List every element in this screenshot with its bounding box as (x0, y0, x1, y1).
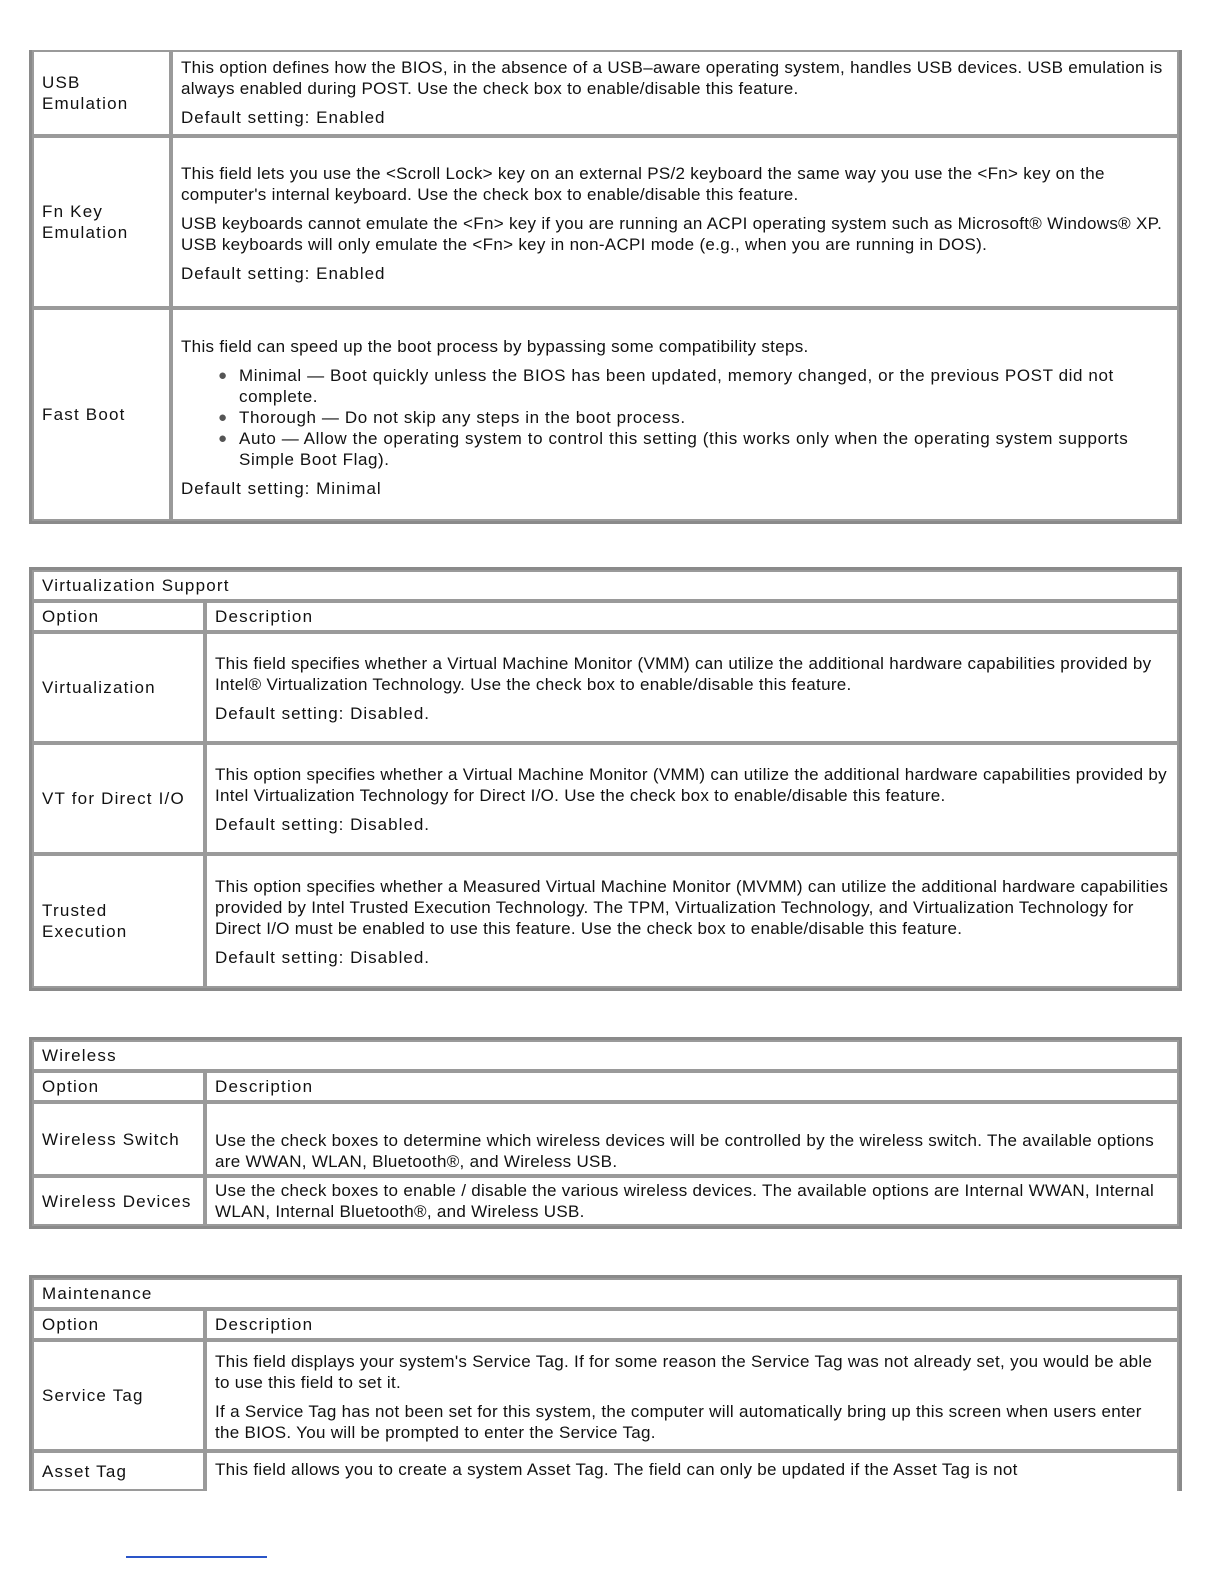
table-row (32, 308, 1179, 521)
option-cell: VT for Direct I/O (32, 743, 205, 854)
option-cell: Service Tag (32, 1340, 205, 1451)
table-row (32, 854, 1179, 988)
option-cell: Fn Key Emulation (32, 136, 171, 308)
default-setting: Default setting: Disabled. (215, 815, 430, 834)
description-text: This option specifies whether a Virtual Machine Monitor (VMM) can utilize the additional hardware capabilities provided by Intel Virtualization Technology for Direct I/O. Use the check box to enable/disable this feature. (215, 765, 1167, 805)
description-cell (205, 1451, 1179, 1491)
table-header-row (32, 601, 1179, 632)
default-setting: Default setting: Enabled (181, 107, 386, 127)
bios-settings-table-continued (29, 50, 1182, 524)
table-title-row (32, 570, 1179, 601)
description-cell (205, 854, 1179, 988)
table-title: Wireless (32, 1040, 1179, 1071)
option-cell: USB Emulation (32, 50, 171, 136)
option-cell: Wireless Switch (32, 1102, 205, 1176)
description-text: USB keyboards cannot emulate the <Fn> key if you are running an ACPI operating system such as Microsoft® Windows® XP. USB keyboards will only emulate the <Fn> key in non-ACPI mode (e.g., when you are running in DOS). (181, 213, 1163, 254)
table-row (32, 1451, 1179, 1491)
default-setting: Default setting: Disabled. (215, 948, 430, 967)
wireless-table (29, 1037, 1182, 1229)
column-header-description: Description (205, 601, 1179, 632)
table-title: Virtualization Support (32, 570, 1179, 601)
option-cell: Asset Tag (32, 1451, 205, 1491)
description-text: This option defines how the BIOS, in the absence of a USB–aware operating system, handles USB devices. USB emulation is always enabled during POST. Use the check box to enable/disable this feature. (181, 57, 1163, 98)
description-cell (205, 1340, 1179, 1451)
option-cell: Virtualization (32, 632, 205, 743)
table-row (32, 50, 1179, 136)
description-text: Use the check boxes to enable / disable the various wireless devices. The available options are Internal WWAN, Internal WLAN, Internal Bluetooth®, and Wireless USB. (215, 1181, 1155, 1221)
description-cell (205, 632, 1179, 743)
table-title-row (32, 1278, 1179, 1309)
table-row (32, 1176, 1179, 1226)
option-cell: Wireless Devices (32, 1176, 205, 1226)
table-header-row (32, 1309, 1179, 1340)
bullet-icon: ● (218, 367, 228, 384)
virtualization-support-table (29, 567, 1182, 991)
description-cell (205, 743, 1179, 854)
description-text: Use the check boxes to determine which wireless devices will be controlled by the wireless switch. The available options are WWAN, WLAN, Bluetooth®, and Wireless USB. (215, 1131, 1155, 1171)
default-setting: Default setting: Minimal (181, 479, 382, 498)
table-title: Maintenance (32, 1278, 1179, 1309)
list-item: ● Thorough — Do not skip any steps in the boot process. (218, 408, 686, 427)
maintenance-table (29, 1275, 1182, 1491)
description-cell (171, 308, 1179, 521)
list-item: ● Minimal — Boot quickly unless the BIOS has been updated, memory changed, or the previous POST did not complete. (218, 366, 1114, 406)
boot-mode-list (181, 365, 1171, 470)
column-header-description: Description (205, 1309, 1179, 1340)
list-item: ● Auto — Allow the operating system to control this setting (this works only when the operating system supports Simple Boot Flag). (218, 429, 1129, 469)
column-header-option: Option (32, 601, 205, 632)
description-text: This option specifies whether a Measured Virtual Machine Monitor (MVMM) can utilize the additional hardware capabilities provided by Intel Trusted Execution Technology. The TPM, Virtualization Technology, and Virtualization Technology for Direct I/O must be enabled to use this feature. Use the check box to enable/disable this feature. (215, 877, 1169, 938)
description-text: This field allows you to create a system Asset Tag. The field can only be updated if the Asset Tag is not (215, 1460, 1018, 1479)
table-row (32, 743, 1179, 854)
description-text: This field can speed up the boot process by bypassing some compatibility steps. (181, 337, 809, 356)
description-cell (171, 136, 1179, 308)
table-header-row (32, 1071, 1179, 1102)
description-cell (205, 1176, 1179, 1226)
bullet-icon: ● (218, 430, 228, 447)
description-text: If a Service Tag has not been set for this system, the computer will automatically bring up this screen when users enter the BIOS. You will be prompted to enter the Service Tag. (215, 1401, 1142, 1442)
description-text: This field lets you use the <Scroll Lock> key on an external PS/2 keyboard the same way you use the <Fn> key on the computer's internal keyboard. Use the check box to enable/disable this feature. (181, 163, 1105, 204)
description-cell (171, 50, 1179, 136)
description-cell (205, 1102, 1179, 1176)
description-text: This field displays your system's Service Tag. If for some reason the Service Tag was not already set, you would be able to use this field to set it. (215, 1351, 1153, 1392)
option-cell: Fast Boot (32, 308, 171, 521)
table-row (32, 1340, 1179, 1451)
default-setting: Default setting: Enabled (181, 263, 386, 283)
bullet-icon: ● (218, 409, 228, 426)
table-row (32, 136, 1179, 308)
table-row (32, 1102, 1179, 1176)
column-header-option: Option (32, 1071, 205, 1102)
default-setting: Default setting: Disabled. (215, 704, 430, 723)
description-text: This field specifies whether a Virtual Machine Monitor (VMM) can utilize the additional hardware capabilities provided by Intel® Virtualization Technology. Use the check box to enable/disable this feature. (215, 654, 1152, 694)
table-title-row (32, 1040, 1179, 1071)
table-row (32, 632, 1179, 743)
column-header-description: Description (205, 1071, 1179, 1102)
column-header-option: Option (32, 1309, 205, 1340)
option-cell: Trusted Execution (32, 854, 205, 988)
footer-link-underline[interactable] (126, 1556, 267, 1558)
